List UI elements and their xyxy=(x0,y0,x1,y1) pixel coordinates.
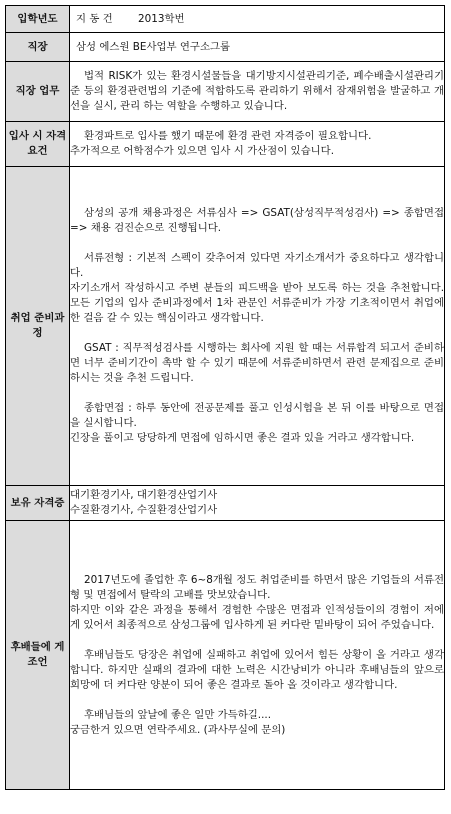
preparation-paragraph-5: 종합면접 : 하루 동안에 전공문제를 풀고 인성시험을 본 뒤 이를 바탕으로 면접을 실시합니다. xyxy=(70,402,444,429)
job-duties-text: 법적 RISK가 있는 환경시설물들을 대기방지시설관리기준, 폐수배출시설관리기준 등의 환경관련법의 기준에 적합하도록 관리하기 위해서 잠재위험을 발굴하고 개선을 실시, 관리 하는 역할을 수행하고 있습니다. xyxy=(70,70,444,112)
requirements-line-1: 환경파트로 입사를 했기 때문에 환경 관련 자격증이 필요합니다. xyxy=(84,130,372,142)
row-job-preparation xyxy=(6,167,445,486)
admission-year-value xyxy=(70,6,445,33)
job-duties-value xyxy=(70,62,445,122)
advice-paragraph-5: 궁금한거 있으면 연락주세요. (과사무실에 문의) xyxy=(70,723,286,736)
preparation-label: 취업 준비과정 xyxy=(6,167,70,486)
preparation-paragraph-3: 자기소개서 작성하시고 주변 분들의 피드백을 받아 보도록 하는 것을 추천합니다. 모든 기업의 입사 준비과정에서 1차 관문인 서류준비가 가장 기초적이면서 취업에 한 걸음 갈 수 있는 핵심이라고 생각합니다. xyxy=(70,282,444,324)
certificates-label: 보유 자격증 xyxy=(6,486,70,521)
row-workplace xyxy=(6,33,445,62)
job-duties-label: 직장 업무 xyxy=(6,62,70,122)
row-requirements xyxy=(6,122,445,167)
preparation-paragraph-1: 삼성의 공개 채용과정은 서류심사 => GSAT(삼성직무적성검사) => 종합면접 => 채용 검진순으로 진행됩니다. xyxy=(70,207,444,234)
preparation-value xyxy=(70,167,445,486)
row-certificates xyxy=(6,486,445,521)
certificates-line-1: 대기환경기사, 대기환경산업기사 xyxy=(70,489,218,501)
profile-table xyxy=(5,5,445,790)
student-year: 2013학번 xyxy=(138,12,185,25)
workplace-value xyxy=(70,33,445,62)
row-job-duties xyxy=(6,62,445,122)
advice-paragraph-1: 2017년도에 졸업한 후 6~8개월 정도 취업준비를 하면서 많은 기업들의 서류전형 및 면접에서 탈락의 고배를 맛보았습니다. xyxy=(70,573,444,601)
advice-paragraph-3: 후배님들도 당장은 취업에 실패하고 취업에 있어서 힘든 상황이 올 거라고 생각합니다. 하지만 실패의 결과에 대한 노력은 시간낭비가 아니라 후배님들의 앞으로 희망에 더 커다란 양분이 되어 좋은 결과로 돌아 올 것이라고 생각합니다. xyxy=(70,648,444,691)
advice-paragraph-2: 하지만 이와 같은 과정을 통해서 경험한 수많은 면접과 인적성들이의 경험이 저에게 있어서 최종적으로 삼성그룹에 입사하게 된 커다란 밑바탕이 되어 주었습니다. xyxy=(70,603,444,631)
requirements-value xyxy=(70,122,445,167)
preparation-paragraph-2: 서류전형 : 기본적 스펙이 갖추어져 있다면 자기소개서가 중요하다고 생각합니다. xyxy=(70,252,444,279)
advice-label: 후배들에 게 조언 xyxy=(6,521,70,790)
student-name: 지 동 건 xyxy=(76,12,113,25)
preparation-paragraph-6: 긴장을 풀이고 당당하게 면접에 임하시면 좋은 결과 있을 거라고 생각합니다. xyxy=(70,432,415,444)
certificates-value xyxy=(70,486,445,521)
advice-paragraph-4: 후배님들의 앞날에 좋은 일만 가득하길.... xyxy=(84,708,272,721)
row-advice xyxy=(6,521,445,790)
workplace-text: 삼성 에스원 BE사업부 연구소그룹 xyxy=(76,40,231,53)
requirements-line-2: 추가적으로 어학점수가 있으면 입사 시 가산점이 있습니다. xyxy=(70,145,335,157)
row-admission-year xyxy=(6,6,445,33)
workplace-label: 직장 xyxy=(6,33,70,62)
certificates-line-2: 수질환경기사, 수질환경산업기사 xyxy=(70,504,218,516)
requirements-label: 입사 시 자격요건 xyxy=(6,122,70,167)
preparation-paragraph-4: GSAT : 직무적성검사를 시행하는 회사에 지원 할 때는 서류합격 되고서 준비하면 너무 준비기간이 촉박 할 수 있기 때문에 서류준비하면서 관련 문제집으로 준비 하시는 것을 추천 드립니다. xyxy=(70,342,444,384)
advice-value xyxy=(70,521,445,790)
admission-year-label: 입학년도 xyxy=(6,6,70,33)
